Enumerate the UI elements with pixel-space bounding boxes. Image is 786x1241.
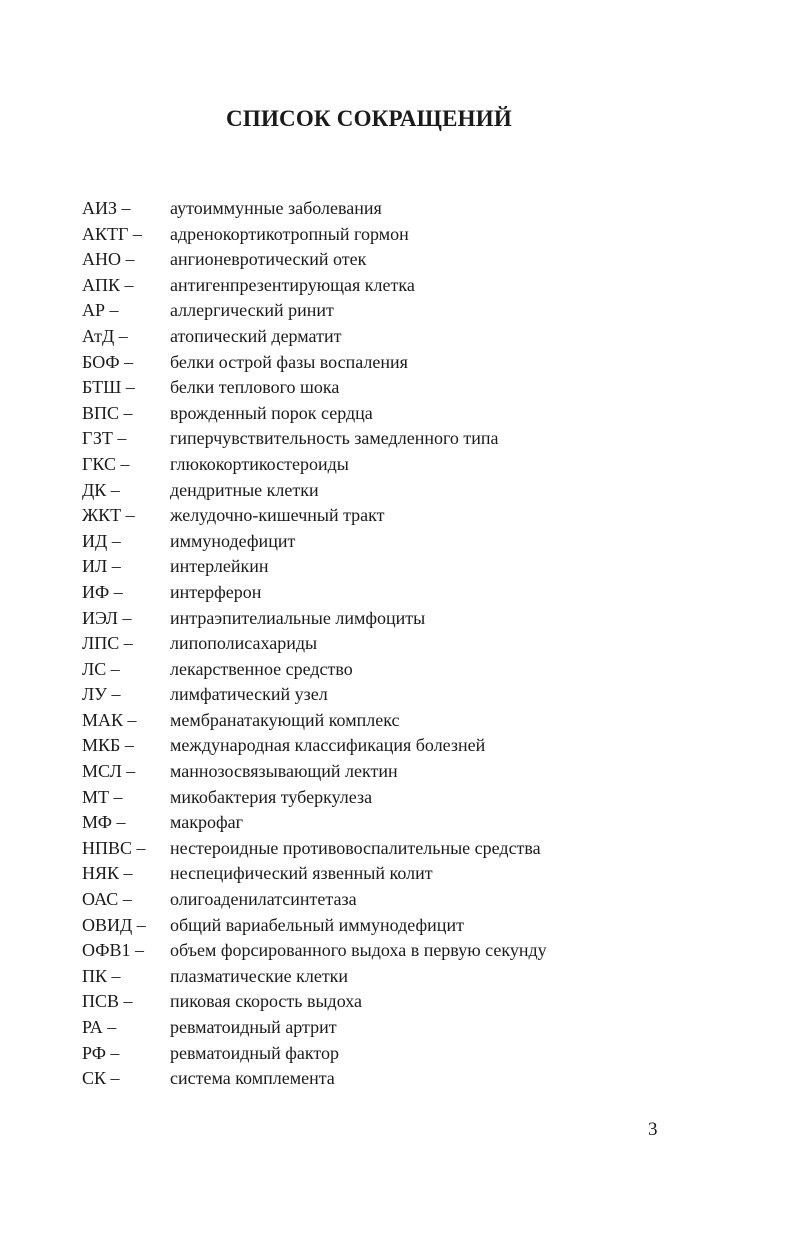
abbreviation-row bbox=[82, 324, 547, 350]
abbreviation-definition: макрофаг bbox=[170, 812, 244, 833]
abbreviation-code: ИД – bbox=[82, 530, 121, 551]
abbreviation-definition: белки острой фазы воспаления bbox=[170, 351, 408, 372]
abbreviation-code: ГЗТ – bbox=[82, 428, 127, 449]
abbreviation-definition: интерферон bbox=[170, 581, 262, 602]
abbreviation-definition: врожденный порок сердца bbox=[170, 402, 373, 423]
abbreviation-row bbox=[82, 478, 547, 504]
abbreviation-definition: глюкокортикостероиды bbox=[170, 453, 349, 474]
abbreviation-definition: ревматоидный артрит bbox=[170, 1017, 337, 1037]
abbreviation-code: ИФ – bbox=[82, 581, 123, 602]
abbreviation-definition: международная классификация болезней bbox=[170, 735, 486, 756]
abbreviation-definition: олигоаденилатсинтетаза bbox=[170, 889, 357, 910]
abbreviation-definition: микобактерия туберкулеза bbox=[170, 786, 373, 807]
abbreviation-code: СК – bbox=[82, 1068, 120, 1089]
abbreviation-row bbox=[82, 657, 547, 683]
abbreviation-row bbox=[82, 452, 547, 478]
abbreviation-row bbox=[82, 631, 547, 657]
abbreviation-definition: дендритные клетки bbox=[170, 479, 319, 500]
abbreviation-code: НЯК – bbox=[82, 863, 133, 884]
abbreviation-definition: система комплемента bbox=[170, 1068, 335, 1089]
abbreviation-row bbox=[82, 861, 547, 887]
abbreviation-row bbox=[82, 1041, 547, 1067]
abbreviation-row bbox=[82, 350, 547, 376]
abbreviation-definition: адренокортикотропный гормон bbox=[170, 223, 409, 244]
abbreviation-code: ДК – bbox=[82, 479, 120, 500]
abbreviation-definition: аллергический ринит bbox=[170, 300, 334, 321]
abbreviation-definition: ревматоидный фактор bbox=[170, 1042, 340, 1063]
abbreviation-code: АПК – bbox=[82, 274, 134, 295]
abbreviation-code: МФ – bbox=[82, 812, 126, 833]
abbreviation-definition: желудочно-кишечный тракт bbox=[170, 505, 385, 526]
abbreviation-row bbox=[82, 913, 547, 939]
abbreviation-definition: аутоиммунные заболевания bbox=[170, 198, 382, 218]
abbreviation-code: АКТГ – bbox=[82, 223, 142, 244]
abbreviation-code: АИЗ – bbox=[82, 198, 131, 218]
abbreviation-definition: липополисахариды bbox=[170, 633, 318, 654]
abbreviation-code: ОВИД – bbox=[82, 914, 146, 935]
abbreviation-definition: лекарственное средство bbox=[170, 658, 353, 679]
abbreviation-row bbox=[82, 529, 547, 555]
abbreviation-row bbox=[82, 401, 547, 427]
abbreviation-code: ПК – bbox=[82, 965, 121, 986]
abbreviation-row bbox=[82, 785, 547, 811]
abbreviation-row bbox=[82, 606, 547, 632]
abbreviation-definition: белки теплового шока bbox=[170, 377, 340, 398]
abbreviation-row bbox=[82, 1066, 547, 1092]
abbreviation-code: ИЭЛ – bbox=[82, 607, 132, 628]
abbreviation-definition: мембранатакующий комплекс bbox=[170, 709, 400, 730]
abbreviation-definition: гиперчувствительность замедленного типа bbox=[170, 428, 499, 449]
abbreviation-code: РФ – bbox=[82, 1042, 120, 1063]
abbreviation-code: БОФ – bbox=[82, 351, 134, 372]
abbreviation-row bbox=[82, 810, 547, 836]
abbreviation-definition: общий вариабельный иммунодефицит bbox=[170, 914, 464, 935]
abbreviation-row bbox=[82, 1015, 547, 1041]
abbreviation-row bbox=[82, 682, 547, 708]
abbreviation-row bbox=[82, 273, 547, 299]
abbreviation-row bbox=[82, 887, 547, 913]
abbreviation-code: ЛС – bbox=[82, 658, 120, 679]
abbreviation-code: ОАС – bbox=[82, 889, 132, 910]
page-title: СПИСОК СОКРАЩЕНИЙ bbox=[226, 106, 512, 131]
abbreviation-code: НПВС – bbox=[82, 837, 146, 858]
abbreviation-code: ЖКТ – bbox=[82, 505, 135, 526]
abbreviation-row bbox=[82, 580, 547, 606]
abbreviation-code: ЛУ – bbox=[82, 684, 121, 705]
abbreviation-definition: лимфатический узел bbox=[170, 684, 328, 705]
abbreviation-code: АНО – bbox=[82, 249, 135, 270]
abbreviation-definition: объем форсированного выдоха в первую секунду bbox=[170, 940, 547, 961]
abbreviation-definition: ангионевротический отек bbox=[170, 249, 367, 270]
abbreviation-code: МКБ – bbox=[82, 735, 134, 756]
abbreviation-code: АтД – bbox=[82, 325, 128, 346]
abbreviation-code: ОФВ1 – bbox=[82, 940, 144, 961]
abbreviation-row bbox=[82, 989, 547, 1015]
abbreviation-definition: неспецифический язвенный колит bbox=[170, 863, 433, 884]
abbreviation-code: МСЛ – bbox=[82, 761, 136, 782]
abbreviation-definition: маннозосвязывающий лектин bbox=[170, 761, 398, 782]
abbreviation-definition: пиковая скорость выдоха bbox=[170, 991, 363, 1012]
abbreviation-code: АР – bbox=[82, 300, 119, 321]
abbreviation-definition: интерлейкин bbox=[170, 556, 269, 577]
abbreviation-row bbox=[82, 708, 547, 734]
abbreviation-code: МТ – bbox=[82, 786, 123, 807]
abbreviation-row bbox=[82, 375, 547, 401]
abbreviation-definition: нестероидные противовоспалительные средства bbox=[170, 837, 541, 858]
abbreviation-definition: атопический дерматит bbox=[170, 325, 342, 346]
abbreviation-row bbox=[82, 836, 547, 862]
abbreviation-list bbox=[82, 196, 547, 1092]
page-number: 3 bbox=[648, 1119, 658, 1140]
abbreviation-code: ЛПС – bbox=[82, 633, 133, 654]
abbreviation-definition: иммунодефицит bbox=[170, 530, 296, 551]
abbreviation-definition: плазматические клетки bbox=[170, 965, 349, 986]
abbreviation-definition: интраэпителиальные лимфоциты bbox=[170, 607, 426, 628]
abbreviation-code: ГКС – bbox=[82, 453, 130, 474]
abbreviation-code: ВПС – bbox=[82, 402, 133, 423]
abbreviation-code: ИЛ – bbox=[82, 556, 121, 577]
abbreviation-code: БТШ – bbox=[82, 377, 135, 398]
abbreviation-row bbox=[82, 759, 547, 785]
abbreviation-code: ПСВ – bbox=[82, 991, 133, 1012]
abbreviation-definition: антигенпрезентирующая клетка bbox=[170, 274, 415, 295]
abbreviation-row bbox=[82, 298, 547, 324]
abbreviation-row bbox=[82, 554, 547, 580]
abbreviation-code: РА – bbox=[82, 1017, 117, 1037]
abbreviation-code: МАК – bbox=[82, 709, 137, 730]
abbreviation-row bbox=[82, 426, 547, 452]
abbreviation-row bbox=[82, 503, 547, 529]
abbreviation-row bbox=[82, 938, 547, 964]
abbreviation-row bbox=[82, 733, 547, 759]
abbreviation-row bbox=[82, 964, 547, 990]
abbreviation-row bbox=[82, 222, 547, 248]
abbreviation-row bbox=[82, 247, 547, 273]
abbreviation-row bbox=[82, 196, 547, 222]
